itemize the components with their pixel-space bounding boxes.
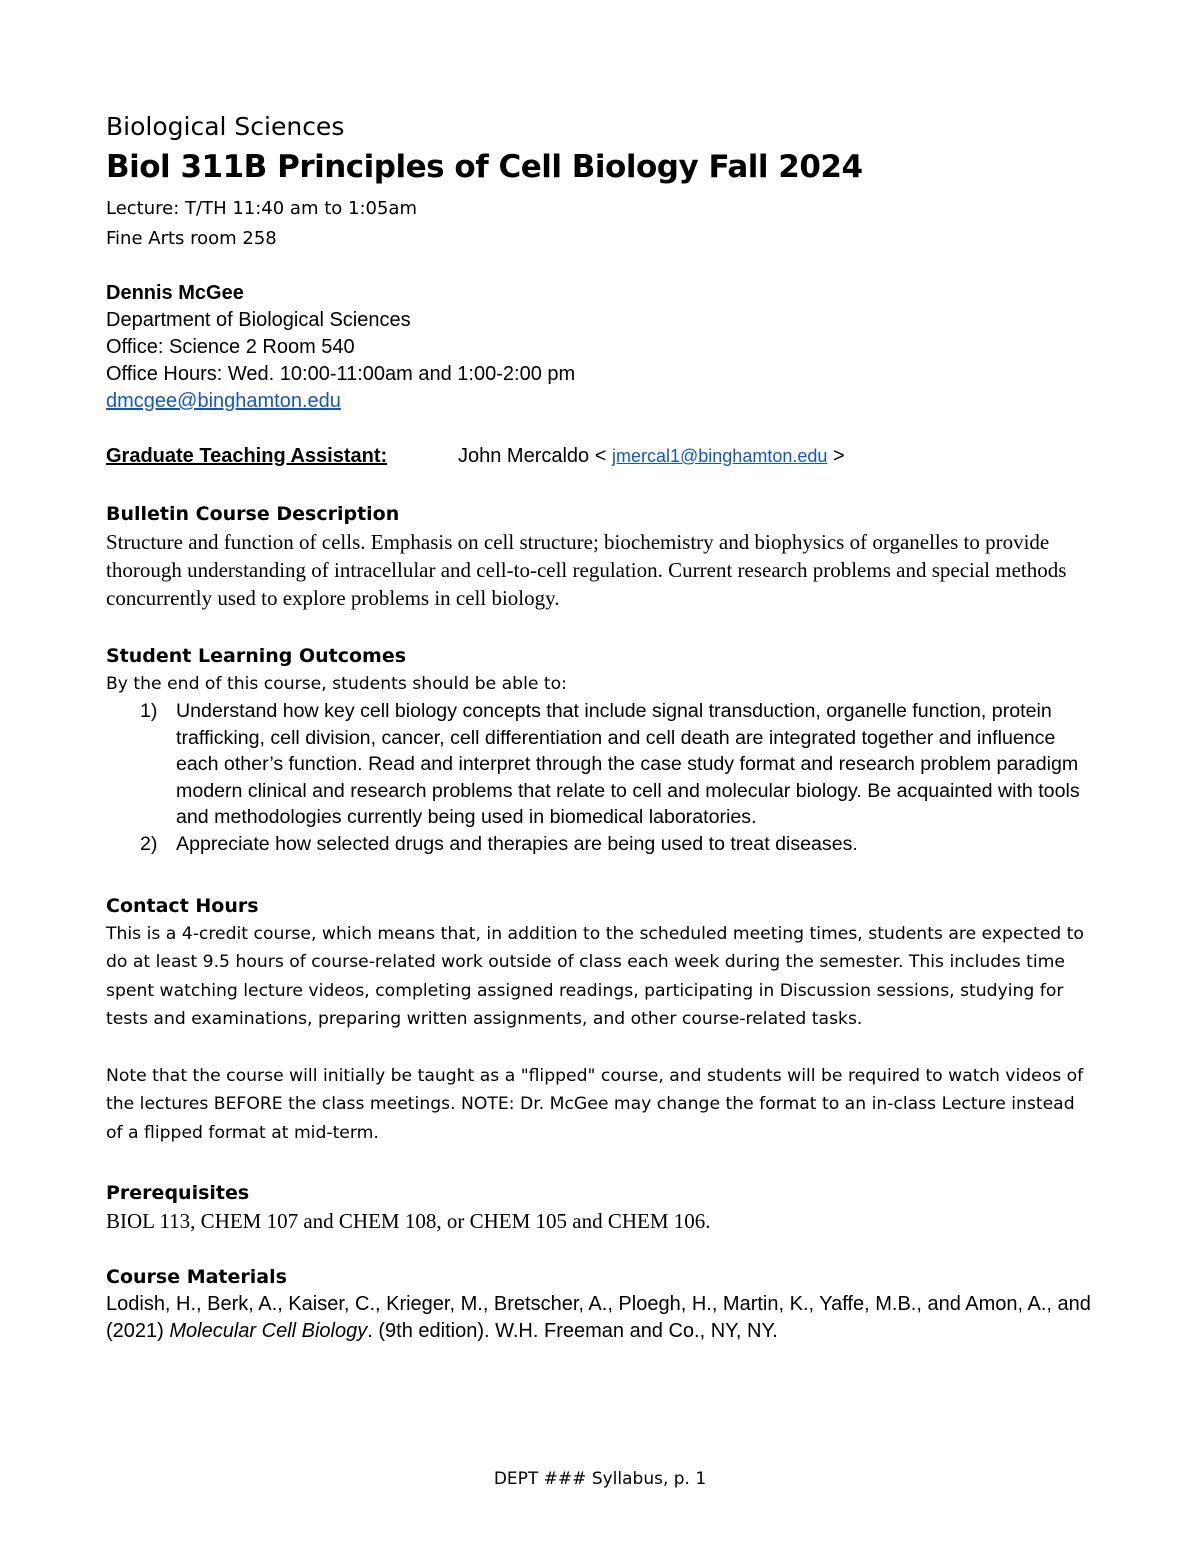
outcomes-heading: Student Learning Outcomes bbox=[106, 645, 407, 667]
instructor-department: Department of Biological Sciences bbox=[106, 309, 411, 331]
list-item-text: Understand how key cell biology concepts that include signal transduction, organelle function, protein trafficking, cell division, cancer, cell differentiation and cell death are integrated together and influence each other’s function. Read and interpret through the case study format and research problem paradigm modern clinical and research problems that relate to cell and molecular biology. Be acquainted with tools and methodologies currently being used in biomedical laboratories. bbox=[176, 700, 1080, 829]
instructor-office-hours: Office Hours: Wed. 10:00-11:00am and 1:00-2:00 pm bbox=[106, 363, 576, 385]
lecture-room: Fine Arts room 258 bbox=[106, 228, 277, 249]
ta-email-link[interactable]: jmercal1@binghamton.edu bbox=[611, 446, 828, 466]
outcomes-list bbox=[106, 698, 1096, 858]
instructor-email-link[interactable]: dmcgee@binghamton.edu bbox=[106, 390, 341, 412]
contact-hours-paragraph-1: This is a 4-credit course, which means that, in addition to the scheduled meeting times, students are expected to do at least 9.5 hours of course-related work outside of class each week during the semester. This includes time spent watching lecture videos, completing assigned readings, participating in Discussion sessions, studying for tests and examinations, preparing written assignments, and other course-related tasks. bbox=[106, 923, 1084, 1030]
ta-name: John Mercaldo < bbox=[458, 445, 612, 467]
prerequisites-text: BIOL 113, CHEM 107 and CHEM 108, or CHEM 105 and CHEM 106. bbox=[106, 1209, 711, 1234]
ta-suffix: > bbox=[827, 445, 845, 467]
materials-book-title: Molecular Cell Biology bbox=[169, 1320, 368, 1343]
ta-info bbox=[106, 443, 1096, 470]
page-footer: DEPT ### Syllabus, p. 1 bbox=[493, 1469, 707, 1489]
syllabus-page bbox=[106, 110, 1096, 1345]
bulletin-heading: Bulletin Course Description bbox=[106, 503, 400, 525]
department-name: Biological Sciences bbox=[106, 112, 345, 141]
instructor-info bbox=[106, 280, 1096, 415]
lecture-time: Lecture: T/TH 11:40 am to 1:05am bbox=[106, 198, 417, 219]
materials-edition: . (9th edition). W.H. Freeman and Co., NY, NY. bbox=[367, 1320, 778, 1343]
list-item bbox=[140, 698, 1096, 831]
bulletin-section bbox=[106, 500, 1096, 612]
contact-hours-heading: Contact Hours bbox=[106, 894, 259, 917]
bulletin-text: Structure and function of cells. Emphasis on cell structure; biochemistry and biophysics of organelles to provide thorough understanding of intracellular and cell-to-cell regulation. Current research problems and special methods concurrently used to explore problems in cell biology. bbox=[106, 530, 1067, 610]
list-item-number: 1) bbox=[140, 700, 158, 722]
instructor-name: Dennis McGee bbox=[106, 282, 244, 304]
prerequisites-section bbox=[106, 1179, 1096, 1235]
list-item-text: Appreciate how selected drugs and therapies are being used to treat diseases. bbox=[176, 832, 858, 855]
prerequisites-heading: Prerequisites bbox=[106, 1182, 250, 1205]
course-title: Biol 311B Principles of Cell Biology Fall 2024 bbox=[106, 149, 863, 185]
materials-section bbox=[106, 1263, 1096, 1345]
list-item-number: 2) bbox=[140, 832, 158, 855]
materials-authors: Lodish, H., Berk, A., Kaiser, C., Krieger, M., Bretscher, A., Ploegh, H., Martin, K., Yaffe, M.B., and Amon, A., and (2021) bbox=[106, 1293, 1091, 1343]
outcomes-intro: By the end of this course, students should be able to: bbox=[106, 674, 567, 694]
contact-hours-section bbox=[106, 892, 1096, 1148]
contact-hours-paragraph-2: Note that the course will initially be taught as a "flipped" course, and students will be required to watch videos of the lectures BEFORE the class meetings. NOTE: Dr. McGee may change the format to an in-class Lecture instead of a flipped format at mid-term. bbox=[106, 1065, 1084, 1143]
instructor-office: Office: Science 2 Room 540 bbox=[106, 336, 355, 358]
materials-heading: Course Materials bbox=[106, 1266, 287, 1289]
list-item bbox=[140, 831, 1096, 858]
outcomes-section bbox=[106, 642, 1096, 858]
ta-label: Graduate Teaching Assistant: bbox=[106, 445, 388, 467]
materials-citation bbox=[106, 1291, 1096, 1345]
